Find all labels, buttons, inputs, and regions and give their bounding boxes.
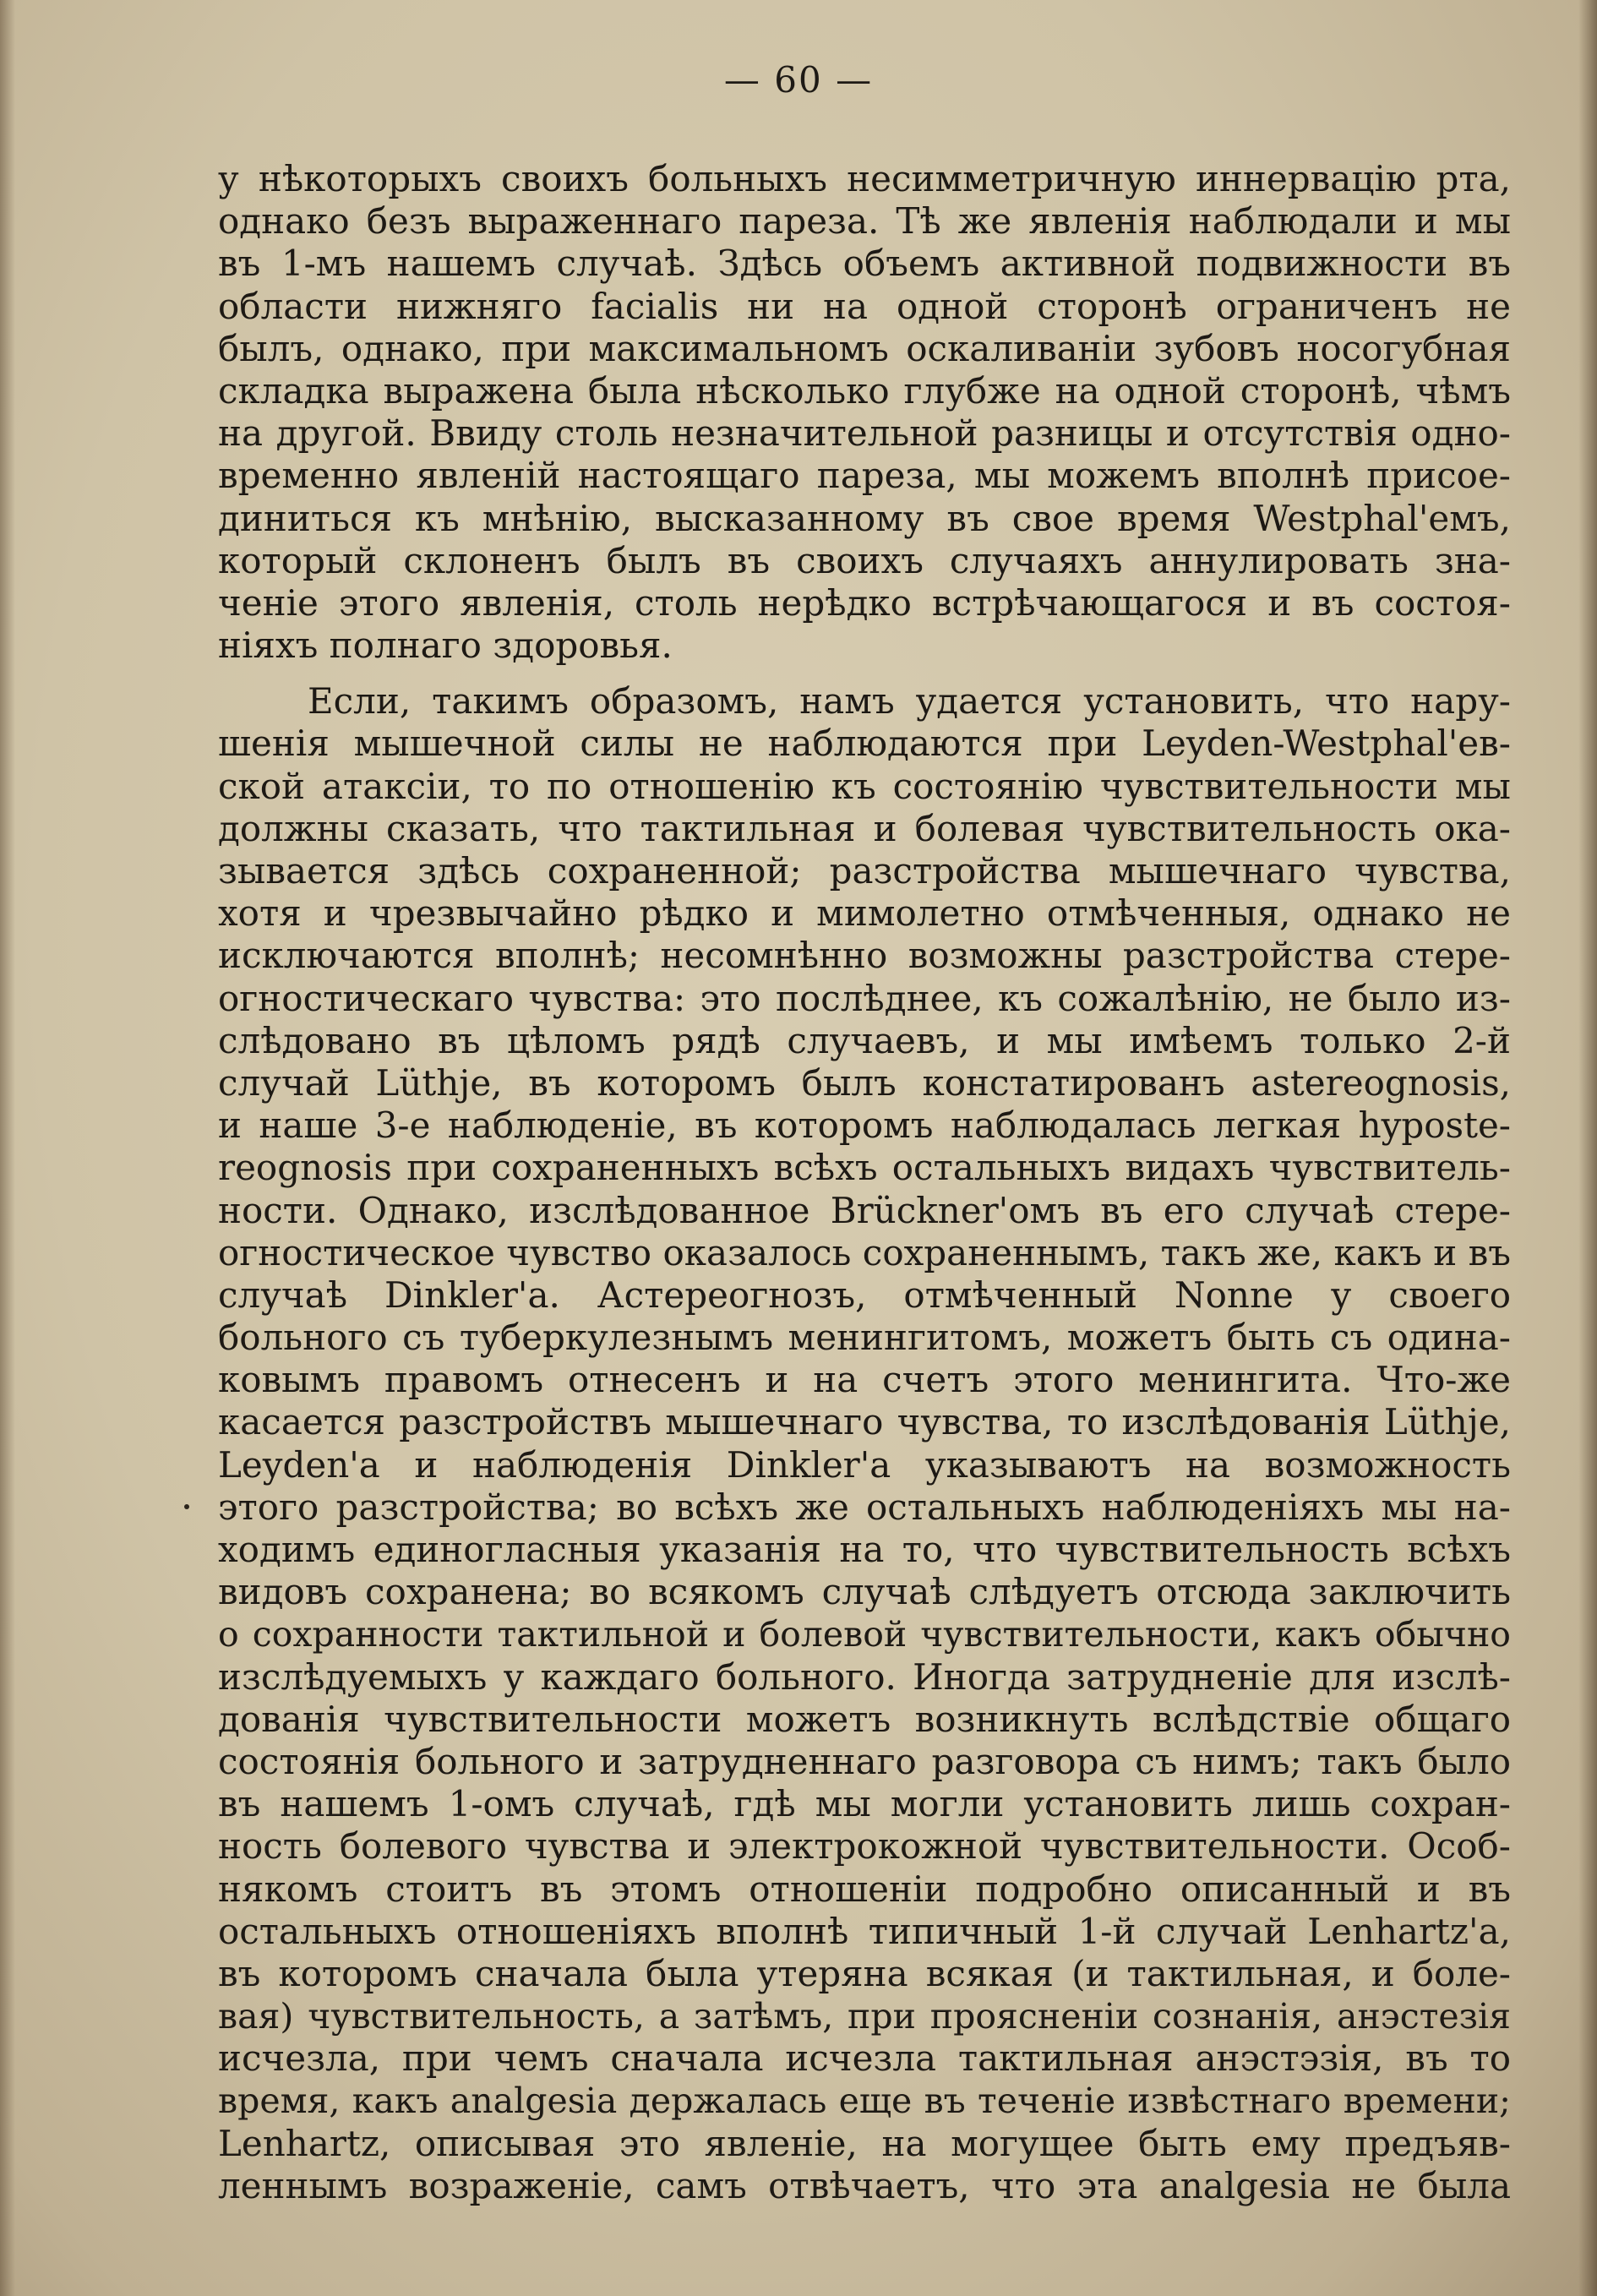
text-line: дованія чувствительности можетъ возникнуть вслѣдствіе общаго — [218, 1698, 1511, 1740]
text-line: былъ, однако, при максимальномъ оскаливаніи зубовъ носогубная — [218, 327, 1511, 369]
text-line: Leyden'a и наблюденія Dinkler'a указываютъ на возможность — [218, 1443, 1511, 1486]
text-line: ходимъ единогласныя указанія на то, что чувствительность всѣхъ — [218, 1529, 1511, 1570]
page-number: — 60 — — [723, 59, 874, 101]
paragraph-gap — [218, 667, 1511, 680]
text-line: леннымъ возраженіе, самъ отвѣчаетъ, что эта analgesia не была — [218, 2164, 1511, 2206]
text-line: Lenhartz, описывая это явленіе, на могущее быть ему предъяв- — [218, 2122, 1511, 2164]
text-line: въ 1-мъ нашемъ случаѣ. Здѣсь объемъ активной подвижности въ — [218, 243, 1511, 285]
text-line: ности. Однако, изслѣдованное Brückner'омъ въ его случаѣ стере- — [218, 1189, 1511, 1231]
text-line: Если, такимъ образомъ, намъ удается установить, что нару- — [308, 680, 1511, 723]
text-line: изслѣдуемыхъ у каждаго больного. Иногда затрудненіе для изслѣ- — [218, 1655, 1511, 1698]
page-edge-shadow-left — [0, 0, 15, 2296]
text-line: больного съ туберкулезнымъ менингитомъ, можетъ быть съ одина- — [218, 1317, 1511, 1359]
text-line: исчезла, при чемъ сначала исчезла тактильная анэстэзія, въ то — [218, 2037, 1511, 2080]
text-line: случаѣ Dinkler'a. Астереогнозъ, отмѣченный Nonne у своего — [218, 1273, 1511, 1316]
page-edge-shadow-right — [1578, 0, 1597, 2296]
text-line: слѣдовано въ цѣломъ рядѣ случаевъ, и мы имѣемъ только 2-й — [218, 1019, 1511, 1061]
text-line: случай Lüthje, въ которомъ былъ констатированъ astereognosis, — [218, 1061, 1511, 1104]
text-line: который склоненъ былъ въ своихъ случаяхъ аннулировать зна- — [218, 539, 1511, 581]
text-line: области нижняго facialis ни на одной сторонѣ ограниченъ не — [218, 285, 1511, 327]
text-line: зывается здѣсь сохраненной; разстройства мышечнаго чувства, — [218, 850, 1511, 892]
text-line: ской атаксіи, то по отношенію къ состоянію чувствительности мы — [218, 765, 1511, 807]
text-line: ніяхъ полнаго здоровья. — [218, 624, 673, 667]
text-line: reognosis при сохраненныхъ всѣхъ остальныхъ видахъ чувствитель- — [218, 1147, 1511, 1189]
text-line: касается разстройствъ мышечнаго чувства, то изслѣдованія Lüthje, — [218, 1401, 1511, 1443]
text-line: въ которомъ сначала была утеряна всякая (и тактильная, и боле- — [218, 1952, 1511, 1994]
text-line: вая) чувствительность, а затѣмъ, при проясненіи сознанія, анэстезія — [218, 1996, 1511, 2037]
text-line: на другой. Ввиду столь незначительной разницы и отсутствія одно- — [218, 412, 1511, 455]
text-line: огностическое чувство оказалось сохраненнымъ, такъ же, какъ и въ — [218, 1231, 1511, 1273]
text-line: остальныхъ отношеніяхъ вполнѣ типичный 1-й случай Lenhartz'a, — [218, 1910, 1511, 1952]
text-line: складка выражена была нѣсколько глубже на одной сторонѣ, чѣмъ — [218, 369, 1511, 412]
text-line: у нѣкоторыхъ своихъ больныхъ несимметричную иннервацію рта, — [218, 158, 1511, 199]
text-line: ность болевого чувства и электрокожной чувствительности. Особ- — [218, 1825, 1511, 1868]
margin-ink-dot — [184, 1504, 189, 1509]
text-line: временно явленій настоящаго пареза, мы можемъ вполнѣ присое- — [218, 455, 1511, 497]
text-line: шенія мышечной силы не наблюдаются при Leyden-Westphal'ев- — [218, 723, 1511, 765]
text-line: видовъ сохранена; во всякомъ случаѣ слѣдуетъ отсюда заключить — [218, 1571, 1511, 1613]
body-text — [218, 158, 1511, 2207]
paragraph-1 — [218, 158, 1511, 667]
text-line: однако безъ выраженнаго пареза. Тѣ же явленія наблюдали и мы — [218, 200, 1511, 243]
text-line: въ нашемъ 1-омъ случаѣ, гдѣ мы могли установить лишь сохран- — [218, 1783, 1511, 1825]
text-line: хотя и чрезвычайно рѣдко и мимолетно отмѣченныя, однако не — [218, 892, 1511, 935]
text-line: огностическаго чувства: это послѣднее, къ сожалѣнію, не было из- — [218, 977, 1511, 1019]
text-line: някомъ стоитъ въ этомъ отношеніи подробно описанный и въ — [218, 1868, 1511, 1910]
text-line: должны сказать, что тактильная и болевая чувствительность ока- — [218, 807, 1511, 849]
text-line: диниться къ мнѣнію, высказанному въ свое время Westphal'емъ, — [218, 497, 1511, 539]
paragraph-2 — [218, 680, 1511, 2207]
text-line: этого разстройства; во всѣхъ же остальныхъ наблюденіяхъ мы на- — [218, 1486, 1511, 1528]
text-line: ковымъ правомъ отнесенъ и на счетъ этого менингита. Что-же — [218, 1359, 1511, 1401]
text-line: время, какъ analgesia держалась еще въ теченіе извѣстнаго времени; — [218, 2081, 1511, 2122]
text-line: ченіе этого явленія, столь нерѣдко встрѣчающагося и въ состоя- — [218, 581, 1511, 624]
text-line: исключаются вполнѣ; несомнѣнно возможны разстройства стере- — [218, 935, 1511, 977]
text-line: о сохранности тактильной и болевой чувствительности, какъ обычно — [218, 1614, 1511, 1655]
text-line: и наше 3-е наблюденіе, въ которомъ наблюдалась легкая hyposte- — [218, 1104, 1511, 1147]
text-line: состоянія больного и затрудненнаго разговора съ нимъ; такъ было — [218, 1740, 1511, 1782]
